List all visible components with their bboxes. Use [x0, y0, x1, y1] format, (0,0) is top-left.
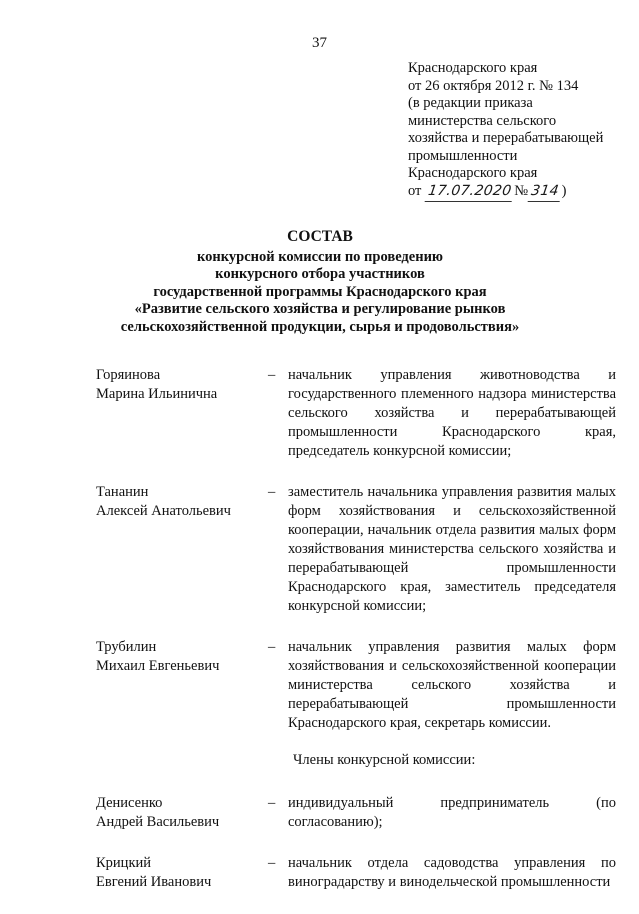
member-entry — [96, 794, 616, 832]
title-line: конкурсной комиссии по проведению — [197, 248, 443, 265]
page-number: 37 — [312, 35, 327, 51]
approval-edition-line — [408, 183, 623, 202]
title-line: конкурсного отбора участников — [215, 266, 425, 282]
title-line: государственной программы Краснодарского края — [153, 283, 487, 300]
member-name — [96, 854, 268, 892]
member-entry — [96, 854, 616, 892]
approval-block — [408, 60, 623, 201]
approval-line: министерства сельского — [408, 112, 557, 129]
member-name — [96, 483, 268, 616]
handwritten-number: 314 — [528, 183, 562, 202]
handwritten-date: 17.07.2020 — [425, 183, 515, 202]
approval-line: (в редакции приказа — [408, 95, 533, 111]
approval-line: от 26 октября 2012 г. № 134 — [408, 77, 579, 94]
title-line: «Развитие сельского хозяйства и регулирование рынков — [134, 301, 506, 317]
approval-line: хозяйства и перерабатывающей — [408, 130, 604, 146]
number-sign: № — [514, 182, 529, 199]
member-dash: – — [268, 367, 276, 383]
member-dash: – — [268, 484, 276, 500]
member-surname: Горяинова — [96, 367, 161, 383]
member-name — [96, 366, 268, 461]
member-role: начальник управления развития малых форм хозяйствования и сельскохозяйственной кооперации министерства сельского хозяйства и перерабатывающей промышленности Краснодарского края, секретарь комиссии. — [288, 639, 616, 731]
approval-line: Краснодарского края — [408, 165, 538, 181]
document-title — [60, 228, 580, 336]
approval-prefix: от — [408, 182, 422, 199]
member-surname: Денисенко — [96, 795, 163, 811]
member-entry — [96, 366, 616, 461]
member-given-name: Марина Ильинична — [96, 386, 218, 402]
title-line: сельскохозяйственной продукции, сырья и продовольствия» — [120, 318, 520, 335]
member-role: заместитель начальника управления развития малых форм хозяйствования и сельскохозяйственной кооперации, начальник отдела развития малых форм хозяйствования министерства сельского хозяйства и перерабатывающей промышленности Краснодарского края, заместитель председателя конкурсной комиссии; — [288, 484, 616, 614]
member-dash: – — [268, 795, 276, 811]
members-list — [96, 366, 616, 914]
title-main: СОСТАВ — [287, 228, 353, 245]
member-name — [96, 794, 268, 832]
member-given-name: Михаил Евгеньевич — [96, 658, 220, 674]
member-role: начальник управления животноводства и государственного племенного надзора министерства сельского хозяйства и перерабатывающей промышленности Краснодарского края, председатель конкурсной комиссии; — [288, 367, 616, 459]
member-given-name: Алексей Анатольевич — [96, 503, 231, 519]
member-dash: – — [268, 639, 276, 655]
member-surname: Крицкий — [96, 855, 152, 871]
approval-line: Краснодарского края — [408, 60, 538, 76]
approval-line: промышленности — [408, 147, 518, 164]
closing-paren: ) — [561, 182, 567, 199]
member-entry — [96, 638, 616, 733]
member-surname: Тананин — [96, 484, 149, 500]
member-given-name: Евгений Иванович — [96, 874, 212, 890]
member-dash: – — [268, 855, 276, 871]
member-entry — [96, 483, 616, 616]
member-role: индивидуальный предприниматель (по согласованию); — [288, 795, 616, 830]
members-heading: Члены конкурсной комиссии: — [293, 752, 476, 768]
member-given-name: Андрей Васильевич — [96, 814, 220, 830]
member-role: начальник отдела садоводства управления по виноградарству и винодельческой промышленности — [288, 855, 616, 890]
member-name — [96, 638, 268, 733]
member-surname: Трубилин — [96, 639, 157, 655]
